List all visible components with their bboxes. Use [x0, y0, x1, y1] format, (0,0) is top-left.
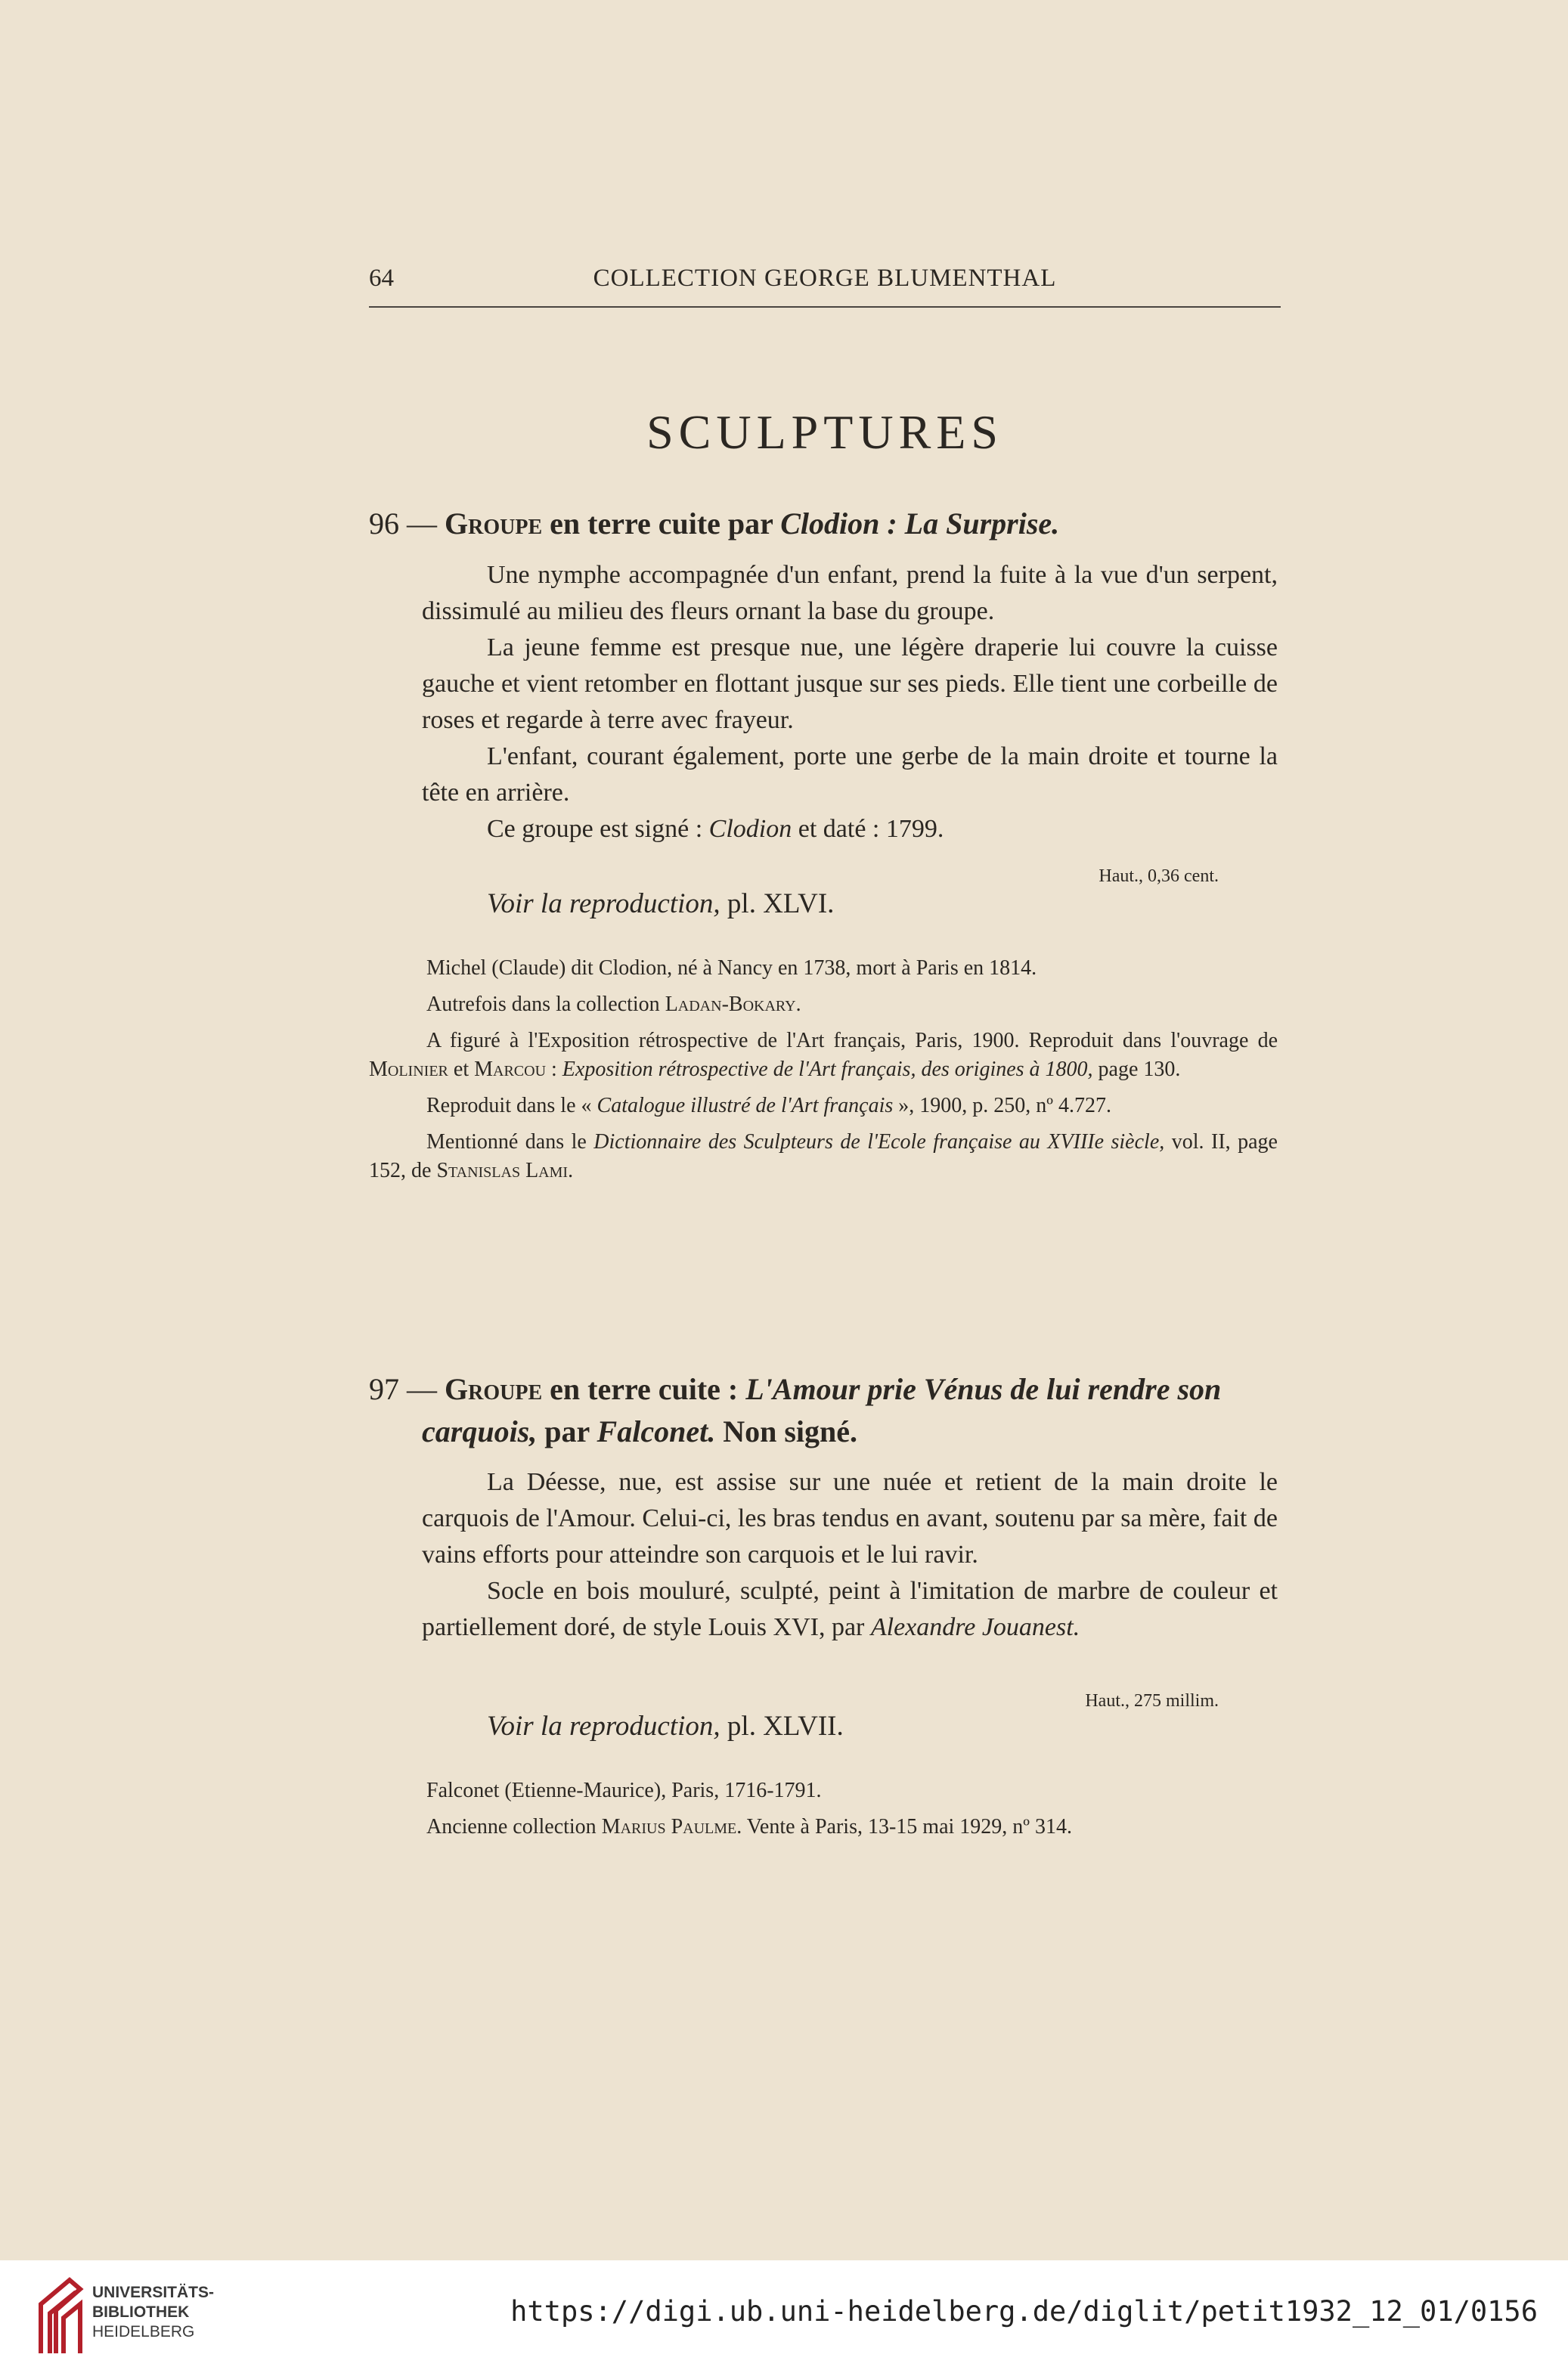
plate-number: pl. XLVI.	[727, 888, 835, 919]
note-publication: Catalogue illustré de l'Art français	[597, 1094, 894, 1117]
note-publication: Dictionnaire des Sculpteurs de l'Ecole française au XVIIIe siècle,	[593, 1130, 1165, 1154]
entry-96-notes	[369, 954, 1278, 1193]
socle-maker: Alexandre Jouanest.	[870, 1613, 1080, 1641]
paragraph: Une nymphe accompagnée d'un enfant, prend la fuite à la vue d'un serpent, dissimulé au milieu des fleurs ornant la base du groupe.	[422, 561, 1278, 625]
title-artist: Clodion : La Surprise.	[780, 506, 1060, 541]
note: Michel (Claude) dit Clodion, né à Nancy en 1738, mort à Paris en 1814.	[426, 956, 1037, 980]
note-author: Marcou	[474, 1058, 547, 1081]
socle-text: Socle en bois mouluré, sculpté, peint à l'imitation de marbre de couleur et partiellement doré, de style Louis XVI, par	[422, 1577, 1278, 1641]
paragraph: La jeune femme est presque nue, une légère draperie lui couvre la cuisse gauche et vient retomber en flottant jusque sur ses pieds. Elle tient une corbeille de roses et regarde à terre avec frayeur.	[422, 633, 1278, 734]
note	[369, 1128, 1278, 1185]
note: Falconet (Etienne-Maurice), Paris, 1716-1791.	[426, 1779, 822, 1802]
entry-96-title	[369, 503, 1284, 545]
entry-97-description	[422, 1464, 1278, 1646]
signature-pre: Ce groupe est signé :	[487, 815, 703, 843]
note-text: page 130.	[1098, 1058, 1181, 1081]
entry-number: 96	[369, 506, 399, 541]
entry-number: 97	[369, 1372, 399, 1406]
entry-96-height: Haut., 0,36 cent.	[1099, 866, 1219, 886]
note-author: Stanislas Lami.	[436, 1159, 574, 1182]
note	[369, 1813, 1278, 1842]
university-library-logo-icon[interactable]	[33, 2274, 86, 2359]
note-text: et	[453, 1058, 469, 1081]
signature-name: Clodion	[708, 815, 792, 843]
running-header	[369, 265, 1281, 302]
paragraph: L'enfant, courant également, porte une gerbe de la main droite et tourne la tête en arrière.	[422, 742, 1278, 807]
section-title: SCULPTURES	[646, 405, 1003, 459]
plate-number: pl. XLVII.	[727, 1711, 844, 1742]
library-name-line: UNIVERSITÄTS-	[92, 2284, 215, 2301]
note-publication: Exposition rétrospective de l'Art français, des origines à 1800,	[562, 1058, 1093, 1081]
note-text: Ancienne collection	[426, 1815, 597, 1839]
entry-97-notes	[369, 1777, 1278, 1849]
title-dash: —	[407, 506, 437, 541]
title-word: Groupe	[445, 1372, 543, 1406]
entry-96-plate-reference	[487, 888, 834, 920]
note-text: Reproduit dans le «	[426, 1094, 592, 1117]
note-text: vol. II, page 152, de	[369, 1130, 1278, 1182]
paragraph: La Déesse, nue, est assise sur une nuée et retient de la main droite le carquois de l'Amour. Celui-ci, les bras tendus en avant, soutenu par sa mère, fait de vains efforts pour atteindre son carquois et le lui ravir.	[422, 1468, 1278, 1569]
running-title: COLLECTION GEORGE BLUMENTHAL	[593, 265, 1057, 292]
title-text: en terre cuite par	[550, 506, 773, 541]
note	[369, 990, 1278, 1019]
title-word: Groupe	[445, 506, 543, 541]
header-rule	[369, 306, 1281, 308]
entry-97-height: Haut., 275 millim.	[1085, 1691, 1219, 1711]
paragraph	[422, 1573, 1278, 1646]
note-text: Vente à Paris, 13-15 mai 1929, nº 314.	[746, 1815, 1072, 1839]
title-text: Non signé.	[723, 1414, 858, 1448]
entry-97-title	[369, 1368, 1281, 1453]
entry-96-description	[422, 557, 1278, 847]
note-text: A figuré à l'Exposition rétrospective de l'Art français, Paris, 1900. Reproduit dans l'ouvrage de	[426, 1029, 1278, 1052]
signature-line	[422, 811, 1278, 847]
note-collection: Ladan-Bokary.	[665, 993, 801, 1016]
note-author: Molinier	[369, 1058, 448, 1081]
title-text: en terre cuite :	[550, 1372, 739, 1406]
title-dash: —	[407, 1372, 437, 1406]
note-text: Autrefois dans la collection	[426, 993, 660, 1016]
note-collection: Marius Paulme.	[601, 1815, 742, 1839]
permalink-url[interactable]: https://digi.ub.uni-heidelberg.de/diglit/petit1932_12_01/0156	[510, 2295, 1538, 2328]
note	[369, 1027, 1278, 1084]
library-name[interactable]	[92, 2283, 214, 2342]
note-text: Mentionné dans le	[426, 1130, 587, 1154]
plate-ref-text: Voir la reproduction,	[487, 1711, 720, 1742]
library-name-line: BIBLIOTHEK	[92, 2303, 190, 2321]
plate-ref-text: Voir la reproduction,	[487, 888, 720, 919]
page-number: 64	[369, 265, 394, 292]
signature-post: et daté : 1799.	[798, 815, 944, 843]
title-text: par	[544, 1414, 590, 1448]
title-artist: Falconet.	[597, 1414, 716, 1448]
library-name-line: HEIDELBERG	[92, 2323, 195, 2340]
title-subject: L'Amour prie Vénus de lui rendre son carquois,	[422, 1372, 1222, 1448]
note-text: :	[551, 1058, 557, 1081]
note-text: », 1900, p. 250, nº 4.727.	[898, 1094, 1111, 1117]
entry-97-plate-reference	[487, 1710, 844, 1743]
note	[369, 1092, 1278, 1120]
